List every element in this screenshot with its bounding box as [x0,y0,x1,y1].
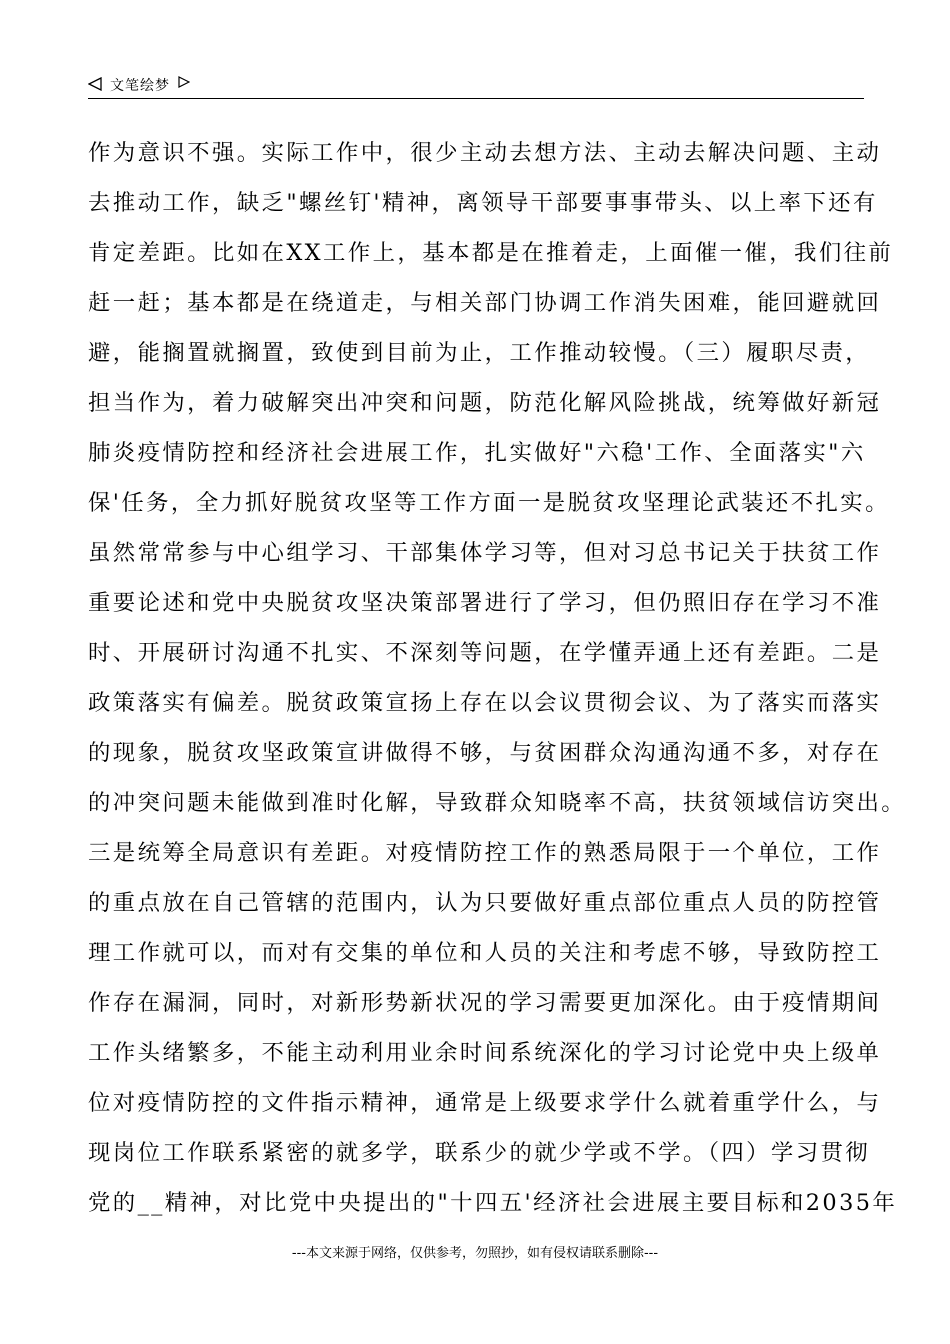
body-text-line: 位对疫情防控的文件指示精神，通常是上级要求学什么就着重学什么，与 [88,1090,882,1116]
body-text-line: 的重点放在自己管辖的范围内，认为只要做好重点部位重点人员的防控管 [88,890,882,916]
body-text-line: 肺炎疫情防控和经济社会进展工作，扎实做好"六稳'工作、全面落实"六 [88,440,866,466]
triangle-left-outline-icon [88,77,102,91]
body-text-line: 时、开展研讨沟通不扎实、不深刻等问题，在学懂弄通上还有差距。二是 [88,640,882,666]
footer-disclaimer: ---本文来源于网络，仅供参考，勿照抄，如有侵权请联系删除--- [291,1246,659,1261]
body-text-line: 党的__精神，对比党中央提出的"十四五'经济社会进展主要目标和2035年 [88,1190,898,1216]
body-text-line: 工作头绪繁多，不能主动利用业余时间系统深化的学习讨论党中央上级单 [88,1040,882,1066]
body-text-line: 政策落实有偏差。脱贫政策宣扬上存在以会议贯彻会议、为了落实而落实 [88,690,882,716]
body-text-line: 肯定差距。比如在XX工作上，基本都是在推着走，上面催一催，我们往前 [88,240,894,266]
body-text-line: 避，能搁置就搁置，致使到目前为止，工作推动较慢。（三）履职尽责， [88,340,871,366]
body-text-line: 虽然常常参与中心组学习、干部集体学习等，但对习总书记关于扶贫工作 [88,540,882,566]
body-text [88,128,907,1228]
body-text-line: 作存在漏洞，同时，对新形势新状况的学习需要更加深化。由于疫情期间 [88,990,882,1016]
body-text-line: 赶一赶；基本都是在绕道走，与相关部门协调工作消失困难，能回避就回 [88,290,882,316]
body-text-line: 理工作就可以，而对有交集的单位和人员的关注和考虑不够，导致防控工 [88,940,882,966]
body-text-line: 的冲突问题未能做到准时化解，导致群众知晓率不高，扶贫领域信访突出。 [88,790,907,816]
body-text-line: 三是统筹全局意识有差距。对疫情防控工作的熟悉局限于一个单位，工作 [88,840,882,866]
body-text-line: 的现象，脱贫攻坚政策宣讲做得不够，与贫困群众沟通沟通不多，对存在 [88,740,882,766]
body-text-line: 担当作为，着力破解突出冲突和问题，防范化解风险挑战，统筹做好新冠 [88,390,882,416]
page-header [88,72,864,99]
body-text-line: 重要论述和党中央脱贫攻坚决策部署进行了学习，但仍照旧存在学习不准 [88,590,882,616]
body-text-line: 现岗位工作联系紧密的就多学，联系少的就少学或不学。（四）学习贯彻 [88,1140,871,1166]
body-text-line: 去推动工作，缺乏"螺丝钉'精神，离领导干部要事事带头、以上率下还有 [88,190,878,216]
body-text-line: 保'任务，全力抓好脱贫攻坚等工作方面一是脱贫攻坚理论武装还不扎实。 [88,490,890,516]
body-text-line: 作为意识不强。实际工作中，很少主动去想方法、主动去解决问题、主动 [88,140,882,166]
triangle-right-outline-icon [178,76,190,88]
header-title: 文笔绘梦 [110,78,170,94]
